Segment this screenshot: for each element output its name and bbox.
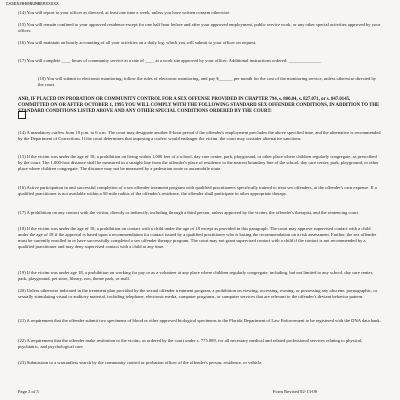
condition-15: (15) You will remain confined to your approved residence except for one half hour before and after your approved employment, public service work, or any other special activities approved by your officer. (18, 22, 381, 33)
condition-14: (14) You will report to your officer as directed, at least one time a week, unless you have written consent otherwise. (18, 10, 231, 15)
sex-condition-18: (18) If the victim was under the age of 18, a prohibition on contact with a child under the age of 18 except as provided in this paragraph. The court may approve supervised contact with a child under the age of 18 if the approval is based upon a recommendation for contact issued by a qualified practitioner who is basing the recommendation on a risk assessment. Further, the sex offender must be currently enrolled in or have successfully completed a sex offender therapy program. The court may not grant supervised contact with a child if the contact is not recommended by a qualified practitioner and may deny supervised contact with a child at any time. (18, 226, 377, 249)
sex-condition-14: (14) A mandatory curfew from 10 p.m. to 6 a.m. The court may designate another 8-hour period if the offender's employment precludes the above specified time, and the alternative is recommended by the Department of Corrections. If the court determines that imposing a curfew would endanger the victim, the court may consider alternative sanctions. (18, 130, 381, 141)
sex-condition-21: (21) A requirement that the offender submit two specimens of blood or other approved biological specimens to the Florida Department of Law Enforcement to be registered with the DNA data bank. (18, 318, 381, 323)
sex-condition-23: (23) Submission to a warrantless search by the community control or probation officer of the offender's person, residence, or vehicle. (18, 360, 263, 365)
condition-16: (16) You will maintain an hourly accounting of all your activities on a daily log, which you will submit to your officer on request. (18, 40, 257, 45)
sex-condition-16: (16) Active participation in and successful completion of a sex offender treatment program with qualified practitioners specifically trained to treat sex offenders, at the offender's own expense. If a qualified practitioner is not available within a 50-mile radius of the offender's residence, the offender shall participate in other appropriate therapy. (18, 185, 377, 196)
sex-condition-17: (17) A prohibition on any contact with the victim, directly or indirectly, including through a third person, unless approved by the victim, the offender's therapist, and the sentencing court. (18, 210, 360, 215)
case-number-header: CASE53000NUMBERXXXXX (6, 2, 59, 7)
sex-condition-15: (15) If the victim was under the age of 18, a prohibition on living within 1,000 feet of a school, day care center, park, playground, or other place where children regularly congregate, as prescribed by the court. The 1,000-foot distance shall be measured in a straight line from the offender's place of residence to the nearest boundary line of the school, day care center, park, playground, or other place where children congregate. The distance may not be measured by a pedestrian route or automobile route. (18, 154, 379, 171)
condition-18: (18) You will submit to electronic monitoring, follow the rules of electronic monitoring, and pay $______ per month for the cost of the monitoring service, unless otherwise directed by the court. (38, 76, 377, 87)
condition-17: (17) You will complete ____ hours of community service at a rate of ____ at a work site approved by your officer. Additional instructions ordered: ______________ (18, 58, 321, 63)
sex-condition-19: (19) If the victim was under age 18, a prohibition on working for pay or as a volunteer at any place where children regularly congregate, including, but not limited to any school, day care center, park, playground, pet store, library, zoo, theme park, or mall. (18, 270, 374, 281)
sex-condition-20: (20) Unless otherwise indicated in the treatment plan provided by the sexual offender treatment program, a prohibition on viewing, accessing, owning, or possessing any obscene, pornographic, or sexually stimulating visual or auditory material, including telephone, electronic media, computer programs, or computer services that are relevant to the offender's deviant behavior pattern. (18, 288, 378, 299)
sex-offense-section-heading: AND, IF PLACED ON PROBATION OR COMMUNITY CONTROL FOR A SEX OFFENSE PROVIDED IN CHAPTER 794, s. 800.04, s. 827.071, or s. 847.0145, COMMITTED ON OR AFTER OCTOBER 1, 1995 YOU WILL COMPLY WITH THE FOLLOWING STANDARD SEX OFFENDER CONDITIONS, IN ADDITION TO THE STANDARD CONDITIONS LISTED ABOVE AND ANY OTHER SPECIAL CONDITIONS ORDERED BY THE COURT: (18, 97, 380, 114)
form-revision: Form Revised 02-13-08 (273, 389, 317, 394)
page-number: Page 3 of 5 (18, 389, 39, 394)
sex-condition-22: (22) A requirement that the offender make restitution to the victim, as ordered by the court under s. 775.089, for all necessary medical and related professional services relating to physical, psychiatric, and psychological care. (18, 338, 363, 349)
